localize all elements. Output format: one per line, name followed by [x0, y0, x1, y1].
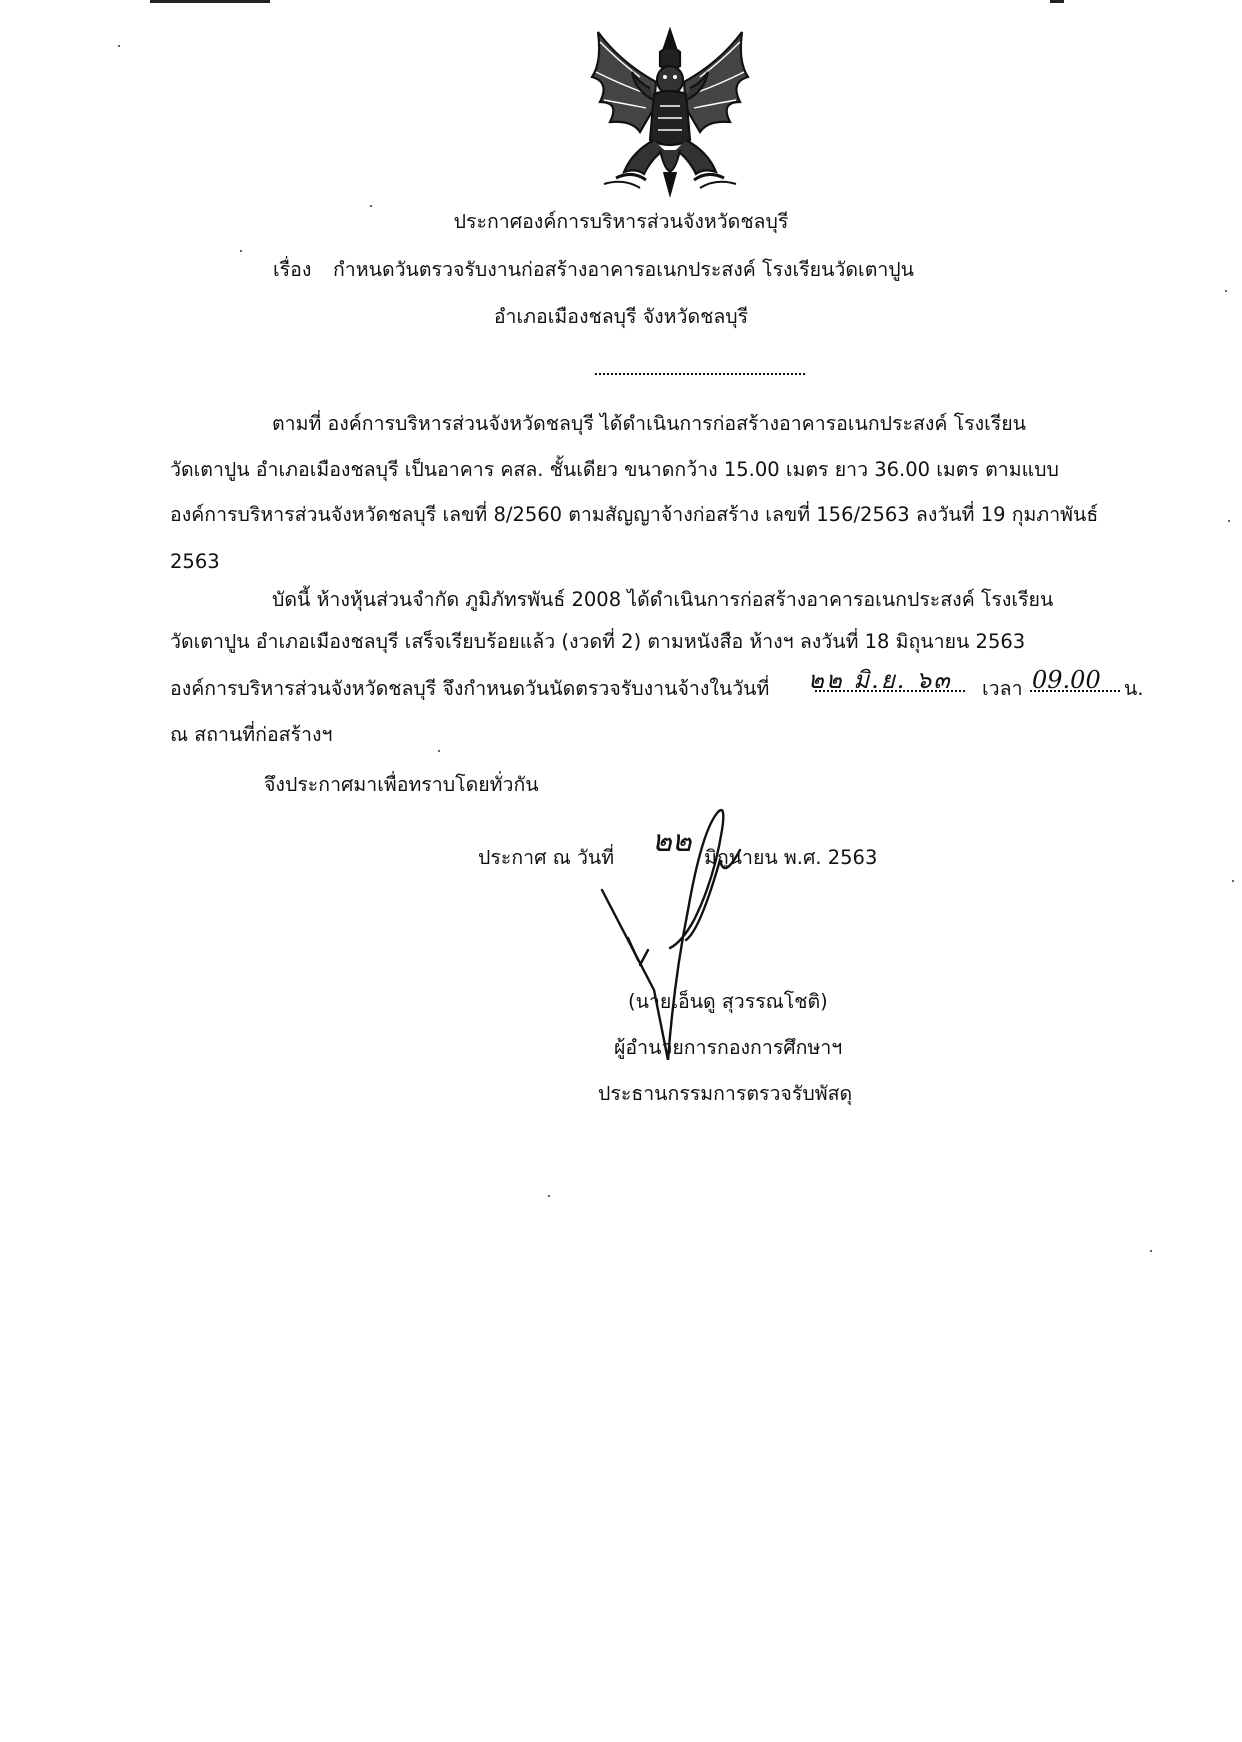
- scan-speck: [548, 1195, 550, 1197]
- paragraph-1-line-1: ตามที่ องค์การบริหารส่วนจังหวัดชลบุรี ได้ดำเนินการก่อสร้างอาคารอเนกประสงค์ โรงเรียน: [272, 412, 1026, 435]
- scan-speck: [370, 205, 372, 207]
- scan-speck: [1150, 1250, 1152, 1252]
- paragraph-1-line-3: องค์การบริหารส่วนจังหวัดชลบุรี เลขที่ 8/2560 ตามสัญญาจ้างก่อสร้าง เลขที่ 156/2563 ลงวันที่ 19 กุมภาพันธ์: [170, 503, 1099, 526]
- date-fill-line: [815, 690, 965, 692]
- paragraph-2-line-3: องค์การบริหารส่วนจังหวัดชลบุรี จึงกำหนดวันนัดตรวจรับงานจ้างในวันที่: [170, 677, 770, 700]
- scan-edge-mark: [1050, 0, 1064, 3]
- scan-speck: [1225, 290, 1227, 292]
- document-title: ประกาศองค์การบริหารส่วนจังหวัดชลบุรี: [453, 210, 789, 233]
- paragraph-1-line-4: 2563: [170, 550, 220, 573]
- scan-edge-mark: [150, 0, 270, 3]
- scan-speck: [118, 45, 120, 47]
- garuda-emblem-icon: [580, 22, 760, 200]
- paragraph-2-line-4: ณ สถานที่ก่อสร้างฯ: [170, 723, 333, 746]
- inspect-time-handwritten: 09.00: [1032, 666, 1101, 694]
- paragraph-2-line-2: วัดเตาปูน อำเภอเมืองชลบุรี เสร็จเรียบร้อยแล้ว (งวดที่ 2) ตามหนังสือ ห้างฯ ลงวันที่ 18 มิถุนายน 2563: [170, 630, 1026, 653]
- time-unit: น.: [1124, 677, 1144, 700]
- time-fill-line: [1030, 690, 1120, 692]
- announce-month-year: มิถุนายน พ.ศ. 2563: [704, 846, 878, 869]
- announce-date-prefix: ประกาศ ณ วันที่: [478, 846, 615, 869]
- subject-label: เรื่อง: [273, 258, 312, 281]
- scan-speck: [1228, 520, 1230, 522]
- header-divider: [595, 373, 805, 375]
- paragraph-1-line-2: วัดเตาปูน อำเภอเมืองชลบุรี เป็นอาคาร คสล. ชั้นเดียว ขนาดกว้าง 15.00 เมตร ยาว 36.00 เมตร ตามแบบ: [170, 458, 1059, 481]
- closing-statement: จึงประกาศมาเพื่อทราบโดยทั่วกัน: [264, 773, 539, 796]
- scan-speck: [240, 250, 242, 252]
- time-label: เวลา: [982, 677, 1023, 700]
- subject-line-1: กำหนดวันตรวจรับงานก่อสร้างอาคารอเนกประสงค์ โรงเรียนวัดเตาปูน: [333, 258, 915, 281]
- paragraph-2-line-1: บัดนี้ ห้างหุ้นส่วนจำกัด ภูมิภัทรพันธ์ 2008 ได้ดำเนินการก่อสร้างอาคารอเนกประสงค์ โรงเรียน: [272, 588, 1054, 611]
- signatory-name: (นายเอ็นดู สุวรรณโชติ): [628, 990, 828, 1013]
- inspect-date-handwritten: ๒๒ มิ.ย. ๖๓: [808, 666, 952, 694]
- signature-icon: [590, 790, 760, 1060]
- subject-line-2: อำเภอเมืองชลบุรี จังหวัดชลบุรี: [493, 305, 749, 328]
- scan-speck: [438, 750, 440, 752]
- announce-day-handwritten: ๒๒: [652, 824, 692, 859]
- scan-speck: [1232, 880, 1234, 882]
- signatory-position-2: ประธานกรรมการตรวจรับพัสดุ: [598, 1082, 853, 1105]
- signatory-position-1: ผู้อำนวยการกองการศึกษาฯ: [614, 1036, 843, 1059]
